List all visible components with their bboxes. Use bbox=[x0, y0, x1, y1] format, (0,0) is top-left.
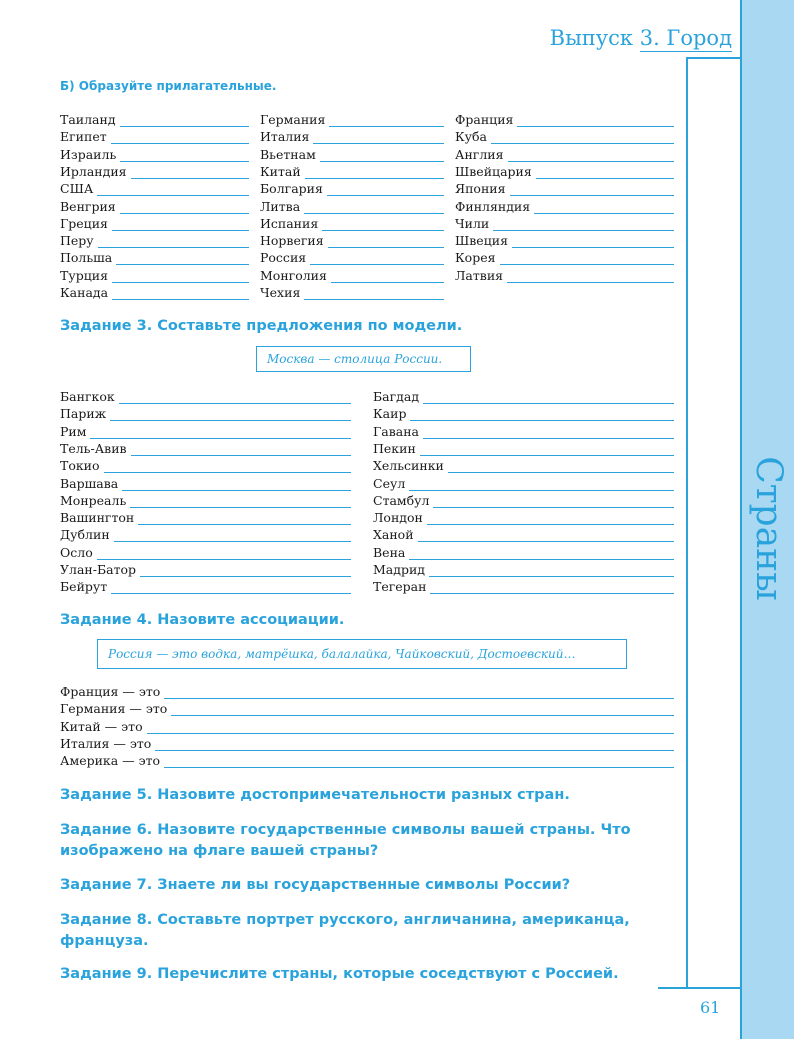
country-row-word: Турция bbox=[60, 267, 108, 283]
country-row bbox=[260, 285, 444, 300]
answer-line[interactable] bbox=[90, 427, 351, 439]
country-row-word: США bbox=[60, 181, 94, 197]
answer-line[interactable] bbox=[122, 479, 351, 491]
association-row bbox=[60, 753, 674, 768]
association-row bbox=[60, 736, 674, 751]
answer-line[interactable] bbox=[171, 704, 674, 716]
task-9-title: Задание 9. Перечислите страны, которые соседствуют с Россией. bbox=[60, 966, 619, 982]
country-row-word: Франция bbox=[455, 112, 514, 127]
country-row bbox=[60, 268, 249, 283]
answer-line[interactable] bbox=[120, 202, 249, 214]
frame-line bbox=[658, 987, 741, 989]
answer-line[interactable] bbox=[112, 271, 249, 283]
country-row bbox=[60, 112, 249, 127]
answer-line[interactable] bbox=[131, 444, 351, 456]
answer-line[interactable] bbox=[97, 184, 249, 196]
country-row-word: Болгария bbox=[260, 181, 323, 197]
answer-line[interactable] bbox=[119, 392, 351, 404]
association-row-word: Германия — это bbox=[60, 701, 168, 717]
answer-line[interactable] bbox=[409, 548, 674, 560]
capital-row-word: Мадрид bbox=[373, 562, 425, 577]
country-row-word: Латвия bbox=[455, 267, 504, 283]
country-row bbox=[455, 129, 674, 144]
association-row bbox=[60, 684, 674, 699]
page-number: 61 bbox=[700, 998, 721, 1017]
country-row-word: Польша bbox=[60, 250, 113, 266]
association-row-word: Америка — это bbox=[60, 753, 161, 769]
capital-row-word: Бангкок bbox=[60, 389, 115, 404]
capital-row bbox=[60, 493, 351, 508]
country-row bbox=[260, 199, 444, 214]
country-row bbox=[260, 233, 444, 248]
country-row bbox=[60, 129, 249, 144]
capital-row bbox=[373, 389, 674, 404]
task-7-title: Задание 7. Знаете ли вы государственные символы России? bbox=[60, 877, 571, 893]
frame-line bbox=[686, 57, 741, 59]
answer-line[interactable] bbox=[97, 548, 351, 560]
country-row bbox=[60, 181, 249, 196]
capital-row bbox=[60, 406, 351, 421]
capital-row-word: Тегеран bbox=[373, 579, 427, 595]
answer-line[interactable] bbox=[322, 219, 444, 231]
capital-row bbox=[60, 424, 351, 439]
answer-line[interactable] bbox=[140, 565, 351, 577]
country-row bbox=[455, 112, 674, 127]
country-row-word: Монголия bbox=[260, 267, 327, 283]
answer-line[interactable] bbox=[110, 409, 351, 421]
capital-row bbox=[373, 527, 674, 542]
association-row bbox=[60, 701, 674, 716]
country-row bbox=[60, 216, 249, 231]
country-row-word: Литва bbox=[260, 198, 301, 214]
capital-row bbox=[373, 493, 674, 508]
capital-row bbox=[60, 527, 351, 542]
answer-line[interactable] bbox=[98, 236, 249, 248]
answer-line[interactable] bbox=[448, 461, 674, 473]
capital-row bbox=[60, 476, 351, 491]
capital-row-word: Ханой bbox=[373, 527, 414, 543]
country-row bbox=[455, 164, 674, 179]
answer-line[interactable] bbox=[164, 687, 674, 699]
capital-row-word: Рим bbox=[60, 423, 87, 439]
answer-line[interactable] bbox=[500, 253, 675, 265]
association-row-word: Китай — это bbox=[60, 718, 143, 734]
capital-row bbox=[60, 458, 351, 473]
capital-row-word: Улан-Батор bbox=[60, 562, 137, 577]
capital-row bbox=[373, 579, 674, 594]
country-row-word: Египет bbox=[60, 129, 107, 145]
answer-line[interactable] bbox=[328, 236, 444, 248]
answer-line[interactable] bbox=[111, 582, 351, 594]
country-row-word: Норвегия bbox=[260, 233, 324, 249]
answer-line[interactable] bbox=[329, 115, 444, 127]
capital-row-word: Варшава bbox=[60, 475, 119, 491]
capital-row-word: Каир bbox=[373, 406, 407, 422]
answer-line[interactable] bbox=[114, 530, 351, 542]
answer-line[interactable] bbox=[423, 392, 674, 404]
answer-line[interactable] bbox=[120, 115, 249, 127]
answer-line[interactable] bbox=[120, 150, 249, 162]
task-6-title: Задание 6. Назовите государственные символы вашей страны. Что изображено на флаге вашей страны? bbox=[60, 822, 631, 859]
task-4-model: Россия — это водка, матрёшка, балалайка, Чайковский, Достоевский… bbox=[97, 639, 627, 669]
country-row-word: Китай bbox=[260, 163, 301, 179]
country-row bbox=[60, 250, 249, 265]
country-row-word: Япония bbox=[455, 181, 506, 197]
country-row-word: Корея bbox=[455, 250, 496, 266]
country-row-word: Чили bbox=[455, 215, 490, 231]
answer-line[interactable] bbox=[304, 288, 444, 300]
answer-line[interactable] bbox=[410, 409, 674, 421]
task-5-title: Задание 5. Назовите достопримечательности разных стран. bbox=[60, 787, 570, 803]
country-row bbox=[455, 199, 674, 214]
country-row bbox=[455, 268, 674, 283]
country-row-word: Греция bbox=[60, 215, 108, 231]
answer-line[interactable] bbox=[305, 167, 444, 179]
answer-line[interactable] bbox=[310, 253, 444, 265]
capital-row bbox=[373, 406, 674, 421]
country-row bbox=[260, 129, 444, 144]
answer-line[interactable] bbox=[536, 167, 674, 179]
country-row bbox=[60, 233, 249, 248]
answer-line[interactable] bbox=[164, 756, 674, 768]
association-row-word: Франция — это bbox=[60, 684, 161, 699]
country-row bbox=[260, 268, 444, 283]
answer-line[interactable] bbox=[104, 461, 351, 473]
answer-line[interactable] bbox=[493, 219, 674, 231]
answer-line[interactable] bbox=[423, 427, 674, 439]
answer-line[interactable] bbox=[420, 444, 674, 456]
country-row-word: Финляндия bbox=[455, 198, 531, 214]
answer-line[interactable] bbox=[491, 132, 674, 144]
side-title: Страны bbox=[747, 455, 789, 601]
capital-row bbox=[60, 389, 351, 404]
answer-line[interactable] bbox=[320, 150, 444, 162]
frame-line bbox=[740, 0, 742, 1039]
answer-line[interactable] bbox=[517, 115, 674, 127]
capital-row-word: Токио bbox=[60, 458, 100, 474]
answer-line[interactable] bbox=[155, 739, 674, 751]
capital-row-word: Осло bbox=[60, 544, 93, 560]
capital-row-word: Стамбул bbox=[373, 492, 430, 508]
capital-row bbox=[373, 458, 674, 473]
answer-line[interactable] bbox=[331, 271, 444, 283]
capital-row-word: Сеул bbox=[373, 475, 406, 491]
answer-line[interactable] bbox=[433, 496, 674, 508]
section-b-label: Б) Образуйте прилагательные. bbox=[60, 79, 277, 93]
country-row-word: Чехия bbox=[260, 285, 301, 300]
task-3-title: Задание 3. Составьте предложения по модели. bbox=[60, 318, 463, 334]
capital-row-word: Вена bbox=[373, 544, 406, 560]
capital-row bbox=[373, 476, 674, 491]
capital-row bbox=[60, 562, 351, 577]
answer-line[interactable] bbox=[508, 150, 674, 162]
capital-row-word: Бейрут bbox=[60, 579, 108, 595]
capital-row-word: Вашингтон bbox=[60, 510, 135, 526]
capital-row bbox=[60, 441, 351, 456]
answer-line[interactable] bbox=[116, 253, 249, 265]
country-row-word: Таиланд bbox=[60, 112, 116, 127]
capital-row bbox=[373, 424, 674, 439]
answer-line[interactable] bbox=[313, 132, 444, 144]
answer-line[interactable] bbox=[327, 184, 444, 196]
country-row bbox=[260, 216, 444, 231]
answer-line[interactable] bbox=[427, 513, 674, 525]
capital-row-word: Багдад bbox=[373, 389, 420, 404]
country-row bbox=[260, 164, 444, 179]
country-row-word: Куба bbox=[455, 129, 488, 145]
capital-row-word: Монреаль bbox=[60, 492, 127, 508]
answer-line[interactable] bbox=[507, 271, 674, 283]
country-row-word: Швейцария bbox=[455, 163, 532, 179]
country-row-word: Испания bbox=[260, 215, 319, 231]
country-row-word: Англия bbox=[455, 146, 504, 162]
task-8-title: Задание 8. Составьте портрет русского, англичанина, американца, француза. bbox=[60, 912, 630, 949]
capital-row bbox=[373, 562, 674, 577]
country-row bbox=[260, 112, 444, 127]
answer-line[interactable] bbox=[409, 479, 674, 491]
country-row bbox=[455, 181, 674, 196]
frame-line bbox=[686, 57, 688, 987]
running-head: Выпуск 3. Город bbox=[549, 26, 732, 50]
country-row-word: Россия bbox=[260, 250, 307, 266]
association-row bbox=[60, 719, 674, 734]
answer-line[interactable] bbox=[111, 132, 249, 144]
answer-line[interactable] bbox=[418, 530, 674, 542]
answer-line[interactable] bbox=[534, 202, 674, 214]
country-row bbox=[260, 181, 444, 196]
capital-row bbox=[60, 545, 351, 560]
answer-line[interactable] bbox=[112, 219, 249, 231]
country-row-word: Вьетнам bbox=[260, 146, 316, 162]
answer-line[interactable] bbox=[138, 513, 351, 525]
country-row-word: Израиль bbox=[60, 146, 117, 162]
capital-row bbox=[373, 441, 674, 456]
capital-row-word: Дублин bbox=[60, 527, 110, 543]
capital-row-word: Хельсинки bbox=[373, 458, 444, 474]
country-row-word: Германия bbox=[260, 112, 326, 127]
answer-line[interactable] bbox=[510, 184, 674, 196]
capital-row-word: Лондон bbox=[373, 510, 423, 526]
answer-line[interactable] bbox=[147, 722, 674, 734]
capital-row-word: Пекин bbox=[373, 440, 416, 456]
country-row-word: Италия bbox=[260, 129, 310, 145]
country-row-word: Ирландия bbox=[60, 163, 127, 179]
country-row bbox=[455, 147, 674, 162]
country-row bbox=[455, 250, 674, 265]
country-row bbox=[260, 250, 444, 265]
answer-line[interactable] bbox=[512, 236, 674, 248]
capital-row bbox=[373, 545, 674, 560]
task-4-title: Задание 4. Назовите ассоциации. bbox=[60, 612, 345, 628]
association-row-word: Италия — это bbox=[60, 735, 152, 751]
country-row-word: Венгрия bbox=[60, 198, 116, 214]
capital-row bbox=[60, 510, 351, 525]
country-row bbox=[60, 285, 249, 300]
task-3-model: Москва — столица России. bbox=[256, 346, 471, 372]
capital-row bbox=[60, 579, 351, 594]
answer-line[interactable] bbox=[112, 288, 249, 300]
answer-line[interactable] bbox=[430, 582, 674, 594]
country-row bbox=[260, 147, 444, 162]
answer-line[interactable] bbox=[304, 202, 444, 214]
country-row bbox=[455, 233, 674, 248]
country-row-word: Перу bbox=[60, 233, 94, 249]
answer-line[interactable] bbox=[130, 496, 351, 508]
answer-line[interactable] bbox=[131, 167, 249, 179]
country-row bbox=[455, 216, 674, 231]
country-row bbox=[60, 147, 249, 162]
capital-row-word: Тель-Авив bbox=[60, 440, 127, 456]
country-row bbox=[60, 164, 249, 179]
capital-row-word: Гавана bbox=[373, 423, 420, 439]
country-row bbox=[60, 199, 249, 214]
answer-line[interactable] bbox=[429, 565, 674, 577]
capital-row-word: Париж bbox=[60, 406, 107, 422]
capital-row bbox=[373, 510, 674, 525]
country-row-word: Швеция bbox=[455, 233, 508, 249]
country-row-word: Канада bbox=[60, 285, 109, 300]
